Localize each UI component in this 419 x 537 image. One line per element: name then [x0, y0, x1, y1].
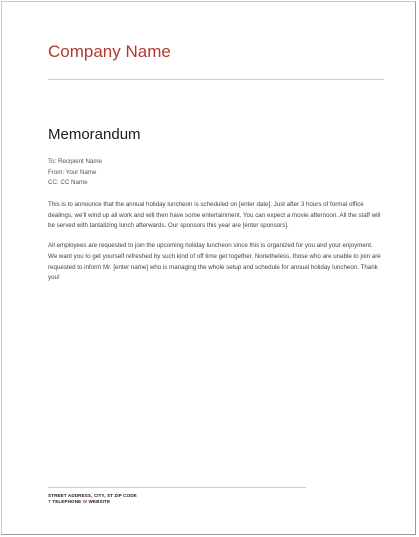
memo-body — [48, 200, 381, 293]
memo-to-line: To: Recipient Name — [48, 158, 102, 165]
memo-paragraph-1: This is to announce that the annual holiday luncheon is scheduled on [enter date]. Just after 3 hours of formal office dealings, we'll wind up all work and will then have some entertainment. You can expect a movie afternoon. All the staff will be served with tantalizing lunch afterwards. Our sponsors this year are [enter sponsors]. — [48, 201, 381, 230]
footer-website: WEBSITE — [88, 499, 111, 504]
footer-address: STREET ADDRESS, CITY, ST ZIP CODE — [48, 493, 137, 498]
website-marker: W — [82, 499, 88, 504]
memo-cc-line: CC: CC Name — [48, 179, 88, 187]
memo-from-line: From: Your Name — [48, 168, 97, 176]
footer-telephone: TELEPHONE — [52, 499, 82, 504]
footer-contact-line — [48, 499, 137, 505]
header-divider — [48, 79, 384, 80]
memo-paragraph-2: All employees are requested to join the upcoming holiday luncheon since this is organized for you and your enjoyment. We want you to get yourself refreshed by such kind of off time get together. Nonetheless, those who are unable to join are requested to inform Mr. [enter name] who is managing the whole setup and schedule for annual holiday luncheon. Thank you! — [48, 242, 381, 282]
footer-divider — [48, 487, 306, 488]
memo-header-fields — [48, 157, 102, 189]
company-name: Company Name — [48, 42, 171, 61]
telephone-marker: T — [48, 499, 51, 504]
memo-title: Memorandum — [48, 126, 141, 143]
footer-contact — [48, 493, 137, 505]
document-page — [1, 1, 416, 535]
